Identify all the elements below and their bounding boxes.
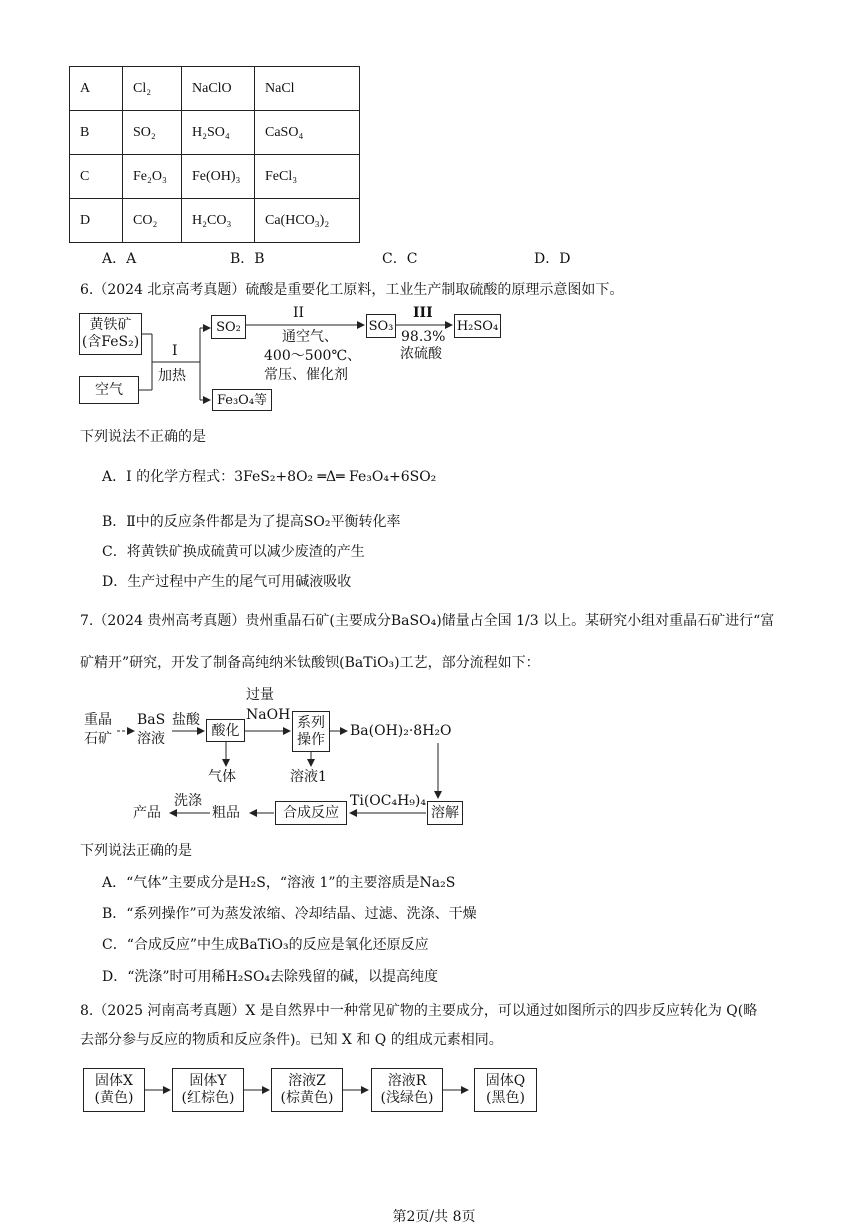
solid-q-name: 固体Q	[485, 1073, 526, 1089]
ore-line2: 石矿	[84, 731, 112, 747]
q6-option-a[interactable]: A．I 的化学方程式：3FeS₂+8O₂ ═Δ═ Fe₃O₄+6SO₂	[102, 469, 437, 485]
q6-option-c[interactable]: C．将黄铁矿换成硫黄可以减少废渣的产生	[102, 544, 365, 560]
heat-label: 加热	[158, 368, 186, 384]
table-cell: D	[70, 199, 123, 243]
solid-y-box	[172, 1068, 244, 1112]
ti-reagent-label: Ti(OC₄H₉)₄	[350, 793, 426, 809]
h2so4-box: H₂SO₄	[454, 314, 501, 338]
table-cell: H₂SO₄	[182, 111, 255, 155]
step-3-label: III	[413, 305, 433, 321]
page-footer: 第2页/共 8页	[392, 1209, 476, 1225]
fe3o4-box: Fe₃O₄等	[212, 389, 272, 411]
table-cell: H₂CO₃	[182, 199, 255, 243]
solution-r-name: 溶液R	[387, 1073, 427, 1089]
crude-label: 粗品	[212, 805, 240, 821]
q7-option-d[interactable]: D．“洗涤”时可用稀H₂SO₄去除残留的碱，以提高纯度	[102, 969, 439, 985]
table-cell: A	[70, 67, 123, 111]
q6-stem: 6.（2024 北京高考真题）硫酸是重要化工原料，工业生产制取硫酸的原理示意图如下。	[80, 282, 624, 298]
cond2-line3: 常压、催化剂	[264, 367, 348, 383]
table-cell: FeCl₃	[255, 155, 360, 199]
q7-option-c[interactable]: C．“合成反应”中生成BaTiO₃的反应是氧化还原反应	[102, 937, 429, 953]
gas-label: 气体	[208, 769, 236, 785]
q7-stem-line1: 7.（2024 贵州高考真题）贵州重晶石矿(主要成分BaSO₄)储量占全国 1/3 以上。某研究小组对重晶石矿进行“富	[80, 613, 775, 629]
dissolve-box: 溶解	[427, 801, 463, 825]
solid-y-color: (红棕色)	[181, 1090, 235, 1106]
table-cell: NaCl	[255, 67, 360, 111]
product-label: 产品	[133, 805, 161, 821]
table-cell: Ca(HCO₃)₂	[255, 199, 360, 243]
acidify-box: 酸化	[206, 719, 245, 742]
solid-q-color: (黑色)	[486, 1090, 525, 1106]
solution1-label: 溶液1	[290, 769, 327, 785]
so2-box: SO₂	[211, 315, 246, 339]
q7-option-b[interactable]: B．“系列操作”可为蒸发浓缩、冷却结晶、过滤、洗涤、干燥	[102, 906, 477, 922]
series-ops-box	[292, 711, 330, 752]
q8-stem-line1: 8.（2025 河南高考真题）X 是自然界中一种常见矿物的主要成分，可以通过如图所示的四步反应转化为 Q(略	[80, 1003, 758, 1019]
solid-q-box	[474, 1068, 537, 1112]
solution-r-box	[371, 1068, 443, 1112]
synthesis-box: 合成反应	[275, 801, 347, 825]
wash-label: 洗涤	[174, 793, 202, 809]
solution-z-name: 溶液Z	[288, 1073, 326, 1089]
baoh-label: Ba(OH)₂·8H₂O	[350, 723, 452, 739]
table-cell: CaSO₄	[255, 111, 360, 155]
table-cell: Fe₂O₃	[123, 155, 182, 199]
q6-option-d[interactable]: D．生产过程中产生的尾气可用碱液吸收	[102, 574, 352, 590]
table-cell: CO₂	[123, 199, 182, 243]
choice-b[interactable]: B．B	[230, 251, 265, 267]
q6-option-b[interactable]: B．Ⅱ中的反应条件都是为了提高SO₂平衡转化率	[102, 514, 401, 530]
pyrite-formula: (含FeS₂)	[81, 334, 140, 350]
table-cell: C	[70, 155, 123, 199]
series-line2: 操作	[297, 732, 325, 748]
pyrite-box	[79, 313, 142, 355]
q7-stem-line2: 矿精开”研究，开发了制备高纯纳米钛酸钡(BaTiO₃)工艺，部分流程如下：	[80, 655, 540, 671]
choice-a[interactable]: A．A	[102, 251, 137, 267]
so3-box: SO₃	[366, 314, 396, 338]
pyrite-label: 黄铁矿	[89, 317, 132, 333]
choice-d[interactable]: D．D	[534, 251, 571, 267]
table-cell: SO₂	[123, 111, 182, 155]
solid-x-box	[83, 1068, 145, 1112]
solid-x-color: (黄色)	[94, 1090, 134, 1106]
table-cell: NaClO	[182, 67, 255, 111]
naoh-line1: 过量	[246, 687, 274, 703]
solution-r-color: (浅绿色)	[380, 1090, 434, 1106]
q8-stem-line2: 去部分参与反应的物质和反应条件)。已知 X 和 Q 的组成元素相同。	[80, 1032, 503, 1048]
solid-x-name: 固体X	[95, 1073, 133, 1089]
hcl-label: 盐酸	[172, 712, 200, 728]
cond3-line2: 浓硫酸	[400, 346, 442, 362]
step-1-label: I	[172, 343, 178, 359]
table-cell: B	[70, 111, 123, 155]
q7-option-a[interactable]: A．“气体”主要成分是H₂S，“溶液 1”的主要溶质是Na₂S	[102, 875, 456, 891]
solution-z-box	[271, 1068, 343, 1112]
table-cell: Fe(OH)₃	[182, 155, 255, 199]
ore-line1: 重晶	[84, 712, 112, 728]
cond3-line1: 98.3%	[401, 329, 446, 345]
solid-y-name: 固体Y	[189, 1073, 227, 1089]
naoh-line2: NaOH	[246, 707, 291, 723]
cond2-line2: 400～500℃、	[264, 348, 362, 364]
air-box: 空气	[79, 376, 139, 404]
solution-z-color: (棕黄色)	[280, 1090, 334, 1106]
bas-line1: BaS	[137, 712, 166, 728]
step-2-label: II	[293, 305, 305, 321]
q6-prompt: 下列说法不正确的是	[80, 429, 206, 445]
q7-prompt: 下列说法正确的是	[80, 843, 192, 859]
table-cell: Cl₂	[123, 67, 182, 111]
cond2-line1: 通空气、	[282, 329, 338, 345]
choice-c[interactable]: C．C	[382, 251, 418, 267]
series-line1: 系列	[297, 715, 325, 731]
bas-line2: 溶液	[137, 731, 165, 747]
